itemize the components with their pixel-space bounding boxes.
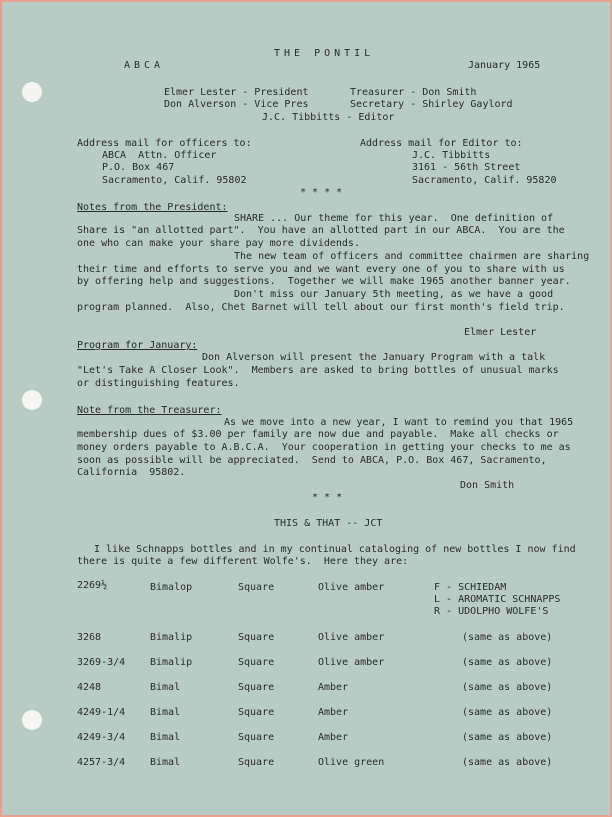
punch-hole [22,390,42,410]
bottle-type: Bimalip [150,657,193,668]
newsletter-title: THE PONTIL [274,48,375,59]
this-that-intro-line: there is quite a few different Wolfe's. Here they are: [77,556,409,567]
bottle-type: Bimal [150,757,181,768]
program-line: Don Alverson will present the January Program with a talk [202,352,546,363]
president-notes-line: program planned. Also, Chet Barnet will tell about our first month's field trip. [77,302,565,313]
bottle-color: Amber [318,707,349,718]
bottle-shape: Square [238,757,275,768]
bottle-shape: Square [238,682,275,693]
bottle-type: Bimalop [150,582,193,593]
president-notes-line: The new team of officers and committee chairmen are sharing [234,251,590,262]
officer-editor: J.C. Tibbitts - Editor [262,112,395,123]
this-that-heading: THIS & THAT -- JCT [274,518,383,529]
bottle-color: Olive green [318,757,385,768]
bottle-note: (same as above) [462,632,553,643]
officer-address-line: P.O. Box 467 [102,162,175,173]
president-notes-heading: Notes from the President: [77,202,228,213]
bottle-note: F - SCHIEDAM [434,582,507,593]
officer-secretary: Secretary - Shirley Gaylord [350,99,513,110]
editor-address-line: 3161 - 56th Street [412,162,521,173]
bottle-type: Bimal [150,682,181,693]
bottle-shape: Square [238,707,275,718]
officer-vice-president: Don Alverson - Vice Pres [164,99,309,110]
president-notes-line: SHARE ... Our theme for this year. One definition of [234,213,554,224]
officer-address-line: Sacramento, Calif. 95802 [102,175,247,186]
treasurer-signature: Don Smith [460,480,515,491]
editor-address-line: Sacramento, Calif. 95820 [412,175,557,186]
officer-address-line: ABCA Attn. Officer [102,150,217,161]
bottle-note: (same as above) [462,682,553,693]
president-notes-line: one who can make your share pay more dividends. [77,238,360,249]
punch-hole [22,710,42,730]
org-name: ABCA [124,60,165,71]
treasurer-heading: Note from the Treasurer: [77,405,222,416]
bottle-number: 4257-3/4 [77,757,126,768]
program-heading: Program for January: [77,340,198,351]
editor-address-heading: Address mail for Editor to: [360,138,523,149]
bottle-shape: Square [238,732,275,743]
bottle-type: Bimal [150,732,181,743]
bottle-shape: Square [238,632,275,643]
program-line: or distinguishing features. [77,378,240,389]
treasurer-line: soon as possible will be appreciated. Send to ABCA, P.O. Box 467, Sacramento, [77,455,547,466]
issue-date: January 1965 [468,60,541,71]
editor-address-line: J.C. Tibbitts [412,150,491,161]
bottle-number: 2269½ [77,580,108,591]
officer-president: Elmer Lester - President [164,87,309,98]
bottle-color: Amber [318,682,349,693]
officer-address-heading: Address mail for officers to: [77,138,252,149]
bottle-type: Bimalip [150,632,193,643]
bottle-color: Olive amber [318,657,385,668]
bottle-number: 3269-3/4 [77,657,126,668]
bottle-color: Amber [318,732,349,743]
bottle-note: R - UDOLPHO WOLFE'S [434,606,549,617]
president-signature: Elmer Lester [464,327,537,338]
treasurer-line: California 95802. [77,467,186,478]
president-notes-line: Share is "an allotted part". You have an allotted part in our ABCA. You are the [77,225,565,236]
officer-treasurer: Treasurer - Don Smith [350,87,477,98]
separator-stars: * * * [312,492,343,503]
punch-hole [22,82,42,102]
president-notes-line: by offering help and suggestions. Together we will make 1965 another banner year. [77,276,571,287]
president-notes-line: Don't miss our January 5th meeting, as we have a good [234,289,554,300]
separator-stars: * * * * [300,187,343,198]
treasurer-line: As we move into a new year, I want to remind you that 1965 [224,417,574,428]
this-that-intro-line: I like Schnapps bottles and in my continual cataloging of new bottles I now find [94,544,576,555]
president-notes-line: their time and efforts to serve you and we want every one of you to share with us [77,264,565,275]
bottle-color: Olive amber [318,632,385,643]
treasurer-line: membership dues of $3.00 per family are now due and payable. Make all checks or [77,429,559,440]
program-line: "Let's Take A Closer Look". Members are asked to bring bottles of unusual marks [77,365,559,376]
bottle-type: Bimal [150,707,181,718]
bottle-shape: Square [238,582,275,593]
bottle-number: 4249-3/4 [77,732,126,743]
bottle-number: 4249-1/4 [77,707,126,718]
bottle-number: 4248 [77,682,102,693]
bottle-number: 3268 [77,632,102,643]
bottle-note: L - AROMATIC SCHNAPPS [434,594,561,605]
bottle-note: (same as above) [462,657,553,668]
bottle-color: Olive amber [318,582,385,593]
bottle-note: (same as above) [462,757,553,768]
bottle-note: (same as above) [462,732,553,743]
bottle-note: (same as above) [462,707,553,718]
bottle-shape: Square [238,657,275,668]
treasurer-line: money orders payable to A.B.C.A. Your cooperation in getting your checks to me as [77,442,571,453]
